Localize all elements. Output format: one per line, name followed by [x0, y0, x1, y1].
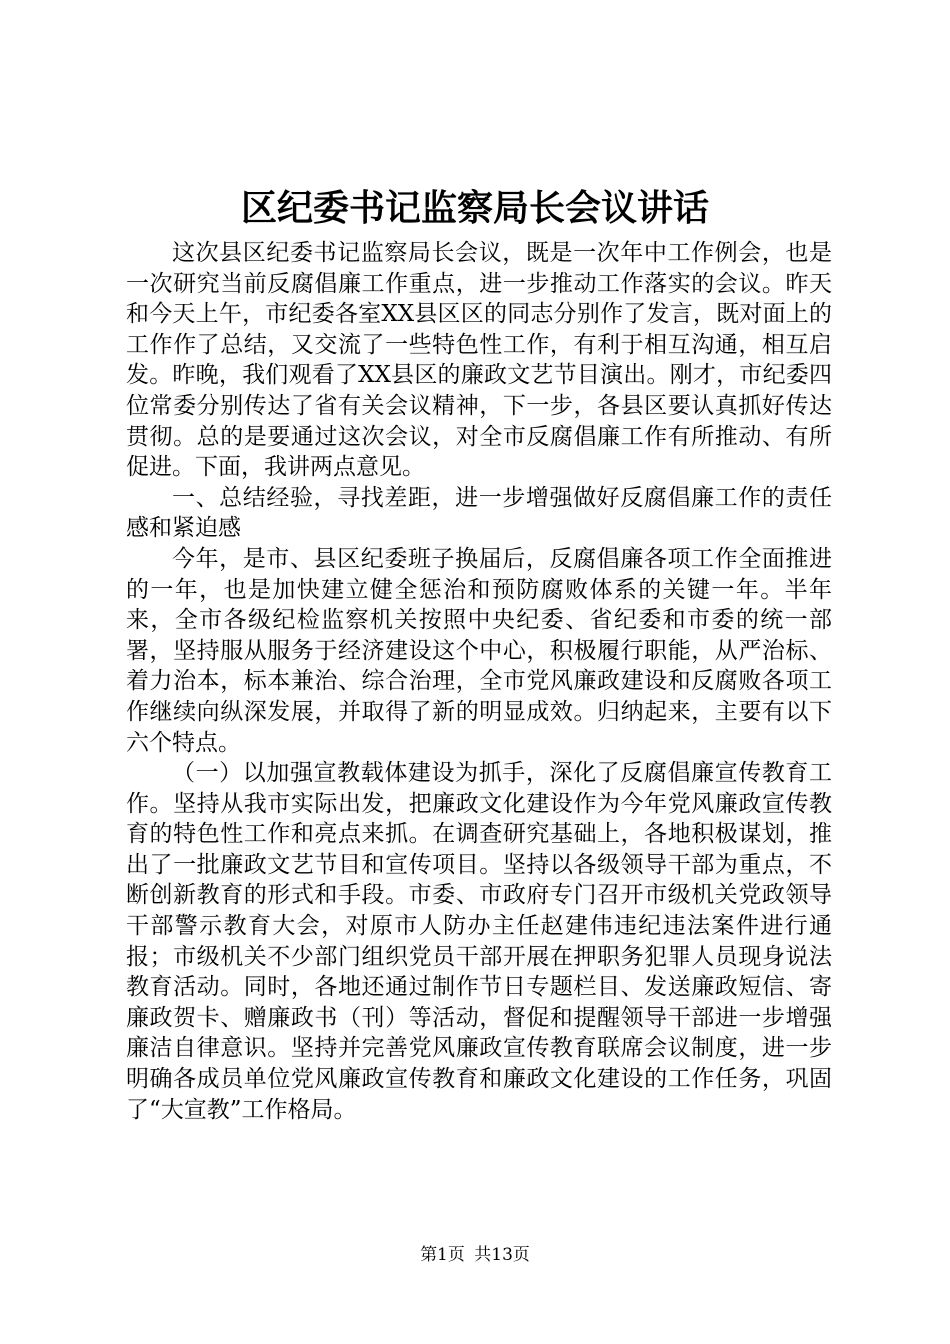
page-number: 第1页	[420, 1245, 465, 1265]
page-footer	[0, 1243, 950, 1267]
body-paragraph: 今年，是市、县区纪委班子换届后，反腐倡廉各项工作全面推进的一年，也是加快建立健全惩治和预防腐败体系的关键一年。半年来，全市各级纪检监察机关按照中央纪委、省纪委和市委的统一部署，坚持服从服务于经济建设这个中心，积极履行职能，从严治标、着力治本，标本兼治、综合治理，全市党风廉政建设和反腐败各项工作继续向纵深发展，并取得了新的明显成效。归纳起来，主要有以下六个特点。	[126, 545, 832, 756]
section-heading-1: 一、总结经验，寻找差距，进一步增强做好反腐倡廉工作的责任感和紧迫感	[126, 484, 832, 542]
document-title: 区纪委书记监察局长会议讲话	[240, 187, 709, 229]
intro-paragraph: 这次县区纪委书记监察局长会议，既是一次年中工作例会，也是一次研究当前反腐倡廉工作重点，进一步推动工作落实的会议。昨天和今天上午，市纪委各室XX县区区的同志分别作了发言，既对面上的工作作了总结，又交流了一些特色性工作，有利于相互沟通，相互启发。昨晚，我们观看了XX县区的廉政文艺节目演出。刚才，市纪委四位常委分别传达了省有关会议精神，下一步，各县区要认真抓好传达贯彻。总的是要通过这次会议，对全市反腐倡廉工作有所推动、有所促进。下面，我讲两点意见。	[126, 240, 832, 481]
document-body	[126, 238, 832, 1125]
page-total: 共13页	[474, 1245, 530, 1265]
subsection-paragraph-1: （一）以加强宣教载体建设为抓手，深化了反腐倡廉宣传教育工作。坚持从我市实际出发，把廉政文化建设作为今年党风廉政宣传教育的特色性工作和亮点来抓。在调查研究基础上，各地积极谋划，推出了一批廉政文艺节目和宣传项目。坚持以各级领导干部为重点，不断创新教育的形式和手段。市委、市政府专门召开市级机关党政领导干部警示教育大会，对原市人防办主任赵建伟违纪违法案件进行通报；市级机关不少部门组织党员干部开展在押职务犯罪人员现身说法教育活动。同时，各地还通过制作节日专题栏目、发送廉政短信、寄廉政贺卡、赠廉政书（刊）等活动，督促和提醒领导干部进一步增强廉洁自律意识。坚持并完善党风廉政宣传教育联席会议制度，进一步明确各成员单位党风廉政宣传教育和廉政文化建设的工作任务，巩固了“大宣教”工作格局。	[126, 760, 832, 1123]
